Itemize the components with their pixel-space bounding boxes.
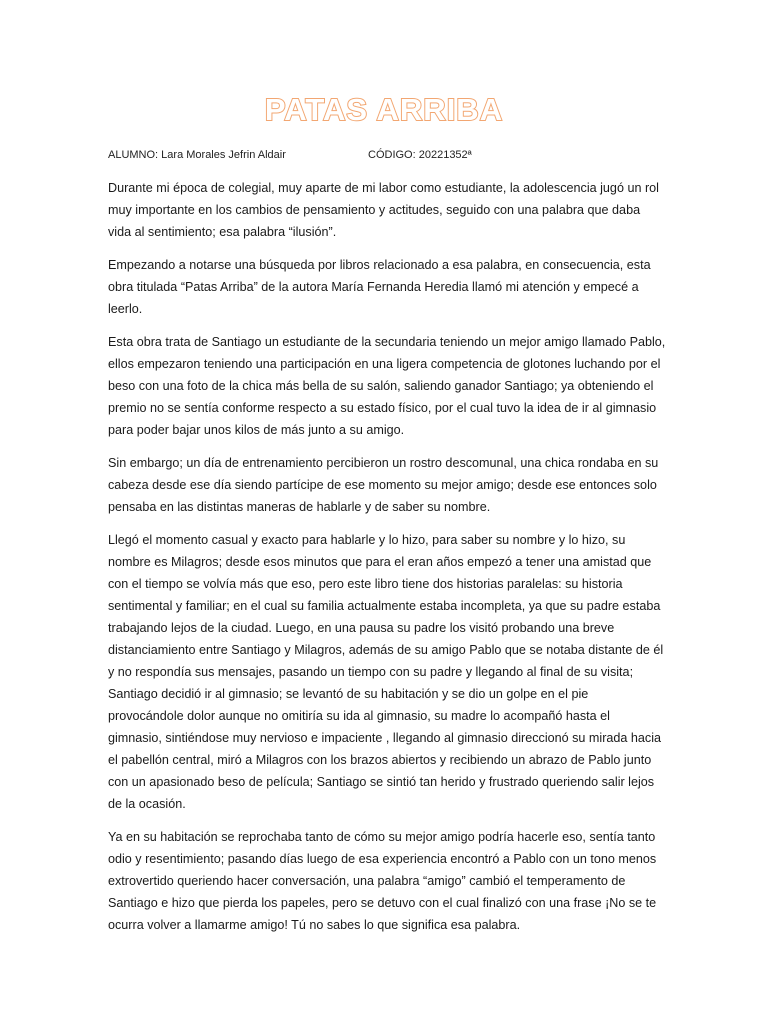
paragraph-4: Sin embargo; un día de entrenamiento percibieron un rostro descomunal, una chica rondaba en su cabeza desde ese día siendo partícipe de ese momento su mejor amigo; desde ese entonces solo pensaba en las distintas maneras de hablarle y de saber su nombre.	[108, 456, 659, 514]
student-name: ALUMNO: Lara Morales Jefrin Aldair	[108, 149, 286, 161]
paragraph-6: Ya en su habitación se reprochaba tanto de cómo su mejor amigo podría hacerle eso, sentía tanto odio y resentimiento; pasando días luego de esa experiencia encontró a Pablo con un tono menos extrovertido queriendo hacer conversación, una palabra “amigo” cambió el temperamento de Santiago e hizo que pierda los papeles, pero se detuvo con el cual finalizó con una frase ¡No se te ocurra volver a llamarme amigo! Tú no sabes lo que significa esa palabra.	[108, 830, 657, 932]
document-body	[108, 177, 666, 947]
paragraph-2: Empezando a notarse una búsqueda por libros relacionado a esa palabra, en consecuencia, esta obra titulada “Patas Arriba” de la autora María Fernanda Heredia llamó mi atención y empecé a leerlo.	[108, 258, 651, 316]
student-code: CÓDIGO: 20221352ª	[368, 149, 472, 161]
document-title: PATAS ARRIBA	[264, 92, 504, 127]
paragraph-5: Llegó el momento casual y exacto para hablarle y lo hizo, para saber su nombre y lo hizo, su nombre es Milagros; desde esos minutos que para el eran años empezó a tener una amistad que con el tiempo se volvía más que eso, pero este libro tiene dos historias paralelas: su historia sentimental y familiar; en el cual su familia actualmente estaba incompleta, ya que su padre estaba trabajando lejos de la ciudad. Luego, en una pausa su padre los visitó probando una breve distanciamiento entre Santiago y Milagros, además de su amigo Pablo que se notaba distante de él y no respondía sus mensajes, pasando un tiempo con su padre y llegando al final de su visita; Santiago decidió ir al gimnasio; se levantó de su habitación y se dio un golpe en el pie provocándole dolor aunque no omitiría su ida al gimnasio, su madre lo acompañó hasta el gimnasio, sintiéndose muy nervioso e impaciente , llegando al gimnasio direccionó su mirada hacia el pabellón central, miró a Milagros con los brazos abiertos y recibiendo un abrazo de Pablo junto con un apasionado beso de película; Santiago se sintió tan herido y frustrado queriendo salir lejos de la ocasión.	[108, 533, 664, 811]
paragraph-3: Esta obra trata de Santiago un estudiante de la secundaria teniendo un mejor amigo llamado Pablo, ellos empezaron teniendo una participación en una ligera competencia de glotones luchando por el beso con una foto de la chica más bella de su salón, saliendo ganador Santiago; ya obteniendo el premio no se sentía conforme respecto a su estado físico, por el cual tuvo la idea de ir al gimnasio para poder bajar unos kilos de más junto a su amigo.	[108, 335, 666, 437]
paragraph-1: Durante mi época de colegial, muy aparte de mi labor como estudiante, la adolescencia jugó un rol muy importante en los cambios de pensamiento y actitudes, seguido con una palabra que daba vida al sentimiento; esa palabra “ilusión”.	[108, 181, 659, 239]
